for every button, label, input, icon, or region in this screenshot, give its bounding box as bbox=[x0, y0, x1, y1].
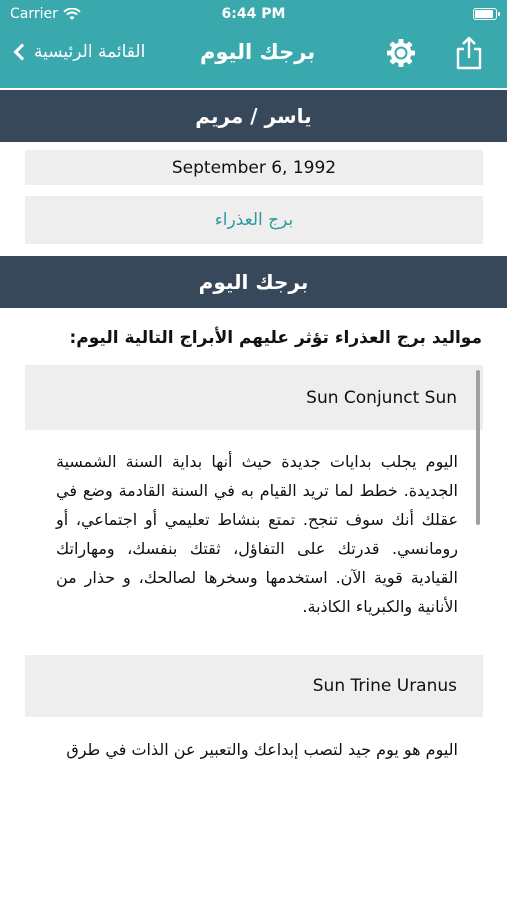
intro-text: مواليد برج العذراء تؤثر عليهم الأبراج التالية اليوم: bbox=[69, 328, 482, 348]
section-title: برجك اليوم bbox=[198, 270, 309, 294]
chevron-left-icon bbox=[14, 44, 31, 61]
aspect-description: اليوم هو يوم جيد لتصب إبداعك والتعبير عن الذات في طرق bbox=[66, 740, 458, 759]
navigation-bar bbox=[0, 28, 507, 88]
aspect-title-box bbox=[25, 655, 483, 717]
page-title: برجك اليوم bbox=[200, 40, 316, 64]
scroll-indicator[interactable] bbox=[476, 370, 480, 525]
birth-date-box bbox=[25, 150, 483, 185]
zodiac-sign-box[interactable] bbox=[25, 196, 483, 244]
profile-names: ياسر / مريم bbox=[195, 104, 312, 128]
back-button-label: القائمة الرئيسية bbox=[34, 42, 146, 62]
zodiac-sign-link[interactable]: برج العذراء bbox=[214, 210, 294, 230]
top-bar bbox=[0, 0, 507, 88]
aspect-title-box bbox=[25, 365, 483, 430]
aspect-description: اليوم يجلب بدايات جديدة حيث أنها بداية السنة الشمسية الجديدة. خطط لما تريد القيام به في السنة القادمة وضع في عقلك أنك سوف تنجح. تمتع بنشاط تعليمي أو اجتماعي، أو رومانسي. قدرتك على التفاؤل، ثقتك بنفسك، ومهاراتك القيادية قوية الآن. استخدمها وسخرها لصالحك، و حذار من الأنانية والكبرياء الكاذبة. bbox=[56, 452, 458, 616]
battery-icon bbox=[473, 8, 497, 20]
back-button[interactable] bbox=[12, 42, 145, 62]
status-bar bbox=[0, 0, 507, 28]
carrier-label: Carrier bbox=[10, 6, 58, 22]
gear-icon[interactable] bbox=[386, 38, 416, 68]
share-icon[interactable] bbox=[455, 36, 483, 70]
status-time: 6:44 PM bbox=[221, 6, 286, 22]
birth-date: September 6, 1992 bbox=[171, 157, 337, 178]
aspect-title: Sun Conjunct Sun bbox=[306, 387, 457, 408]
profile-header bbox=[0, 90, 507, 142]
section-header bbox=[0, 256, 507, 308]
aspect-title: Sun Trine Uranus bbox=[312, 676, 457, 696]
